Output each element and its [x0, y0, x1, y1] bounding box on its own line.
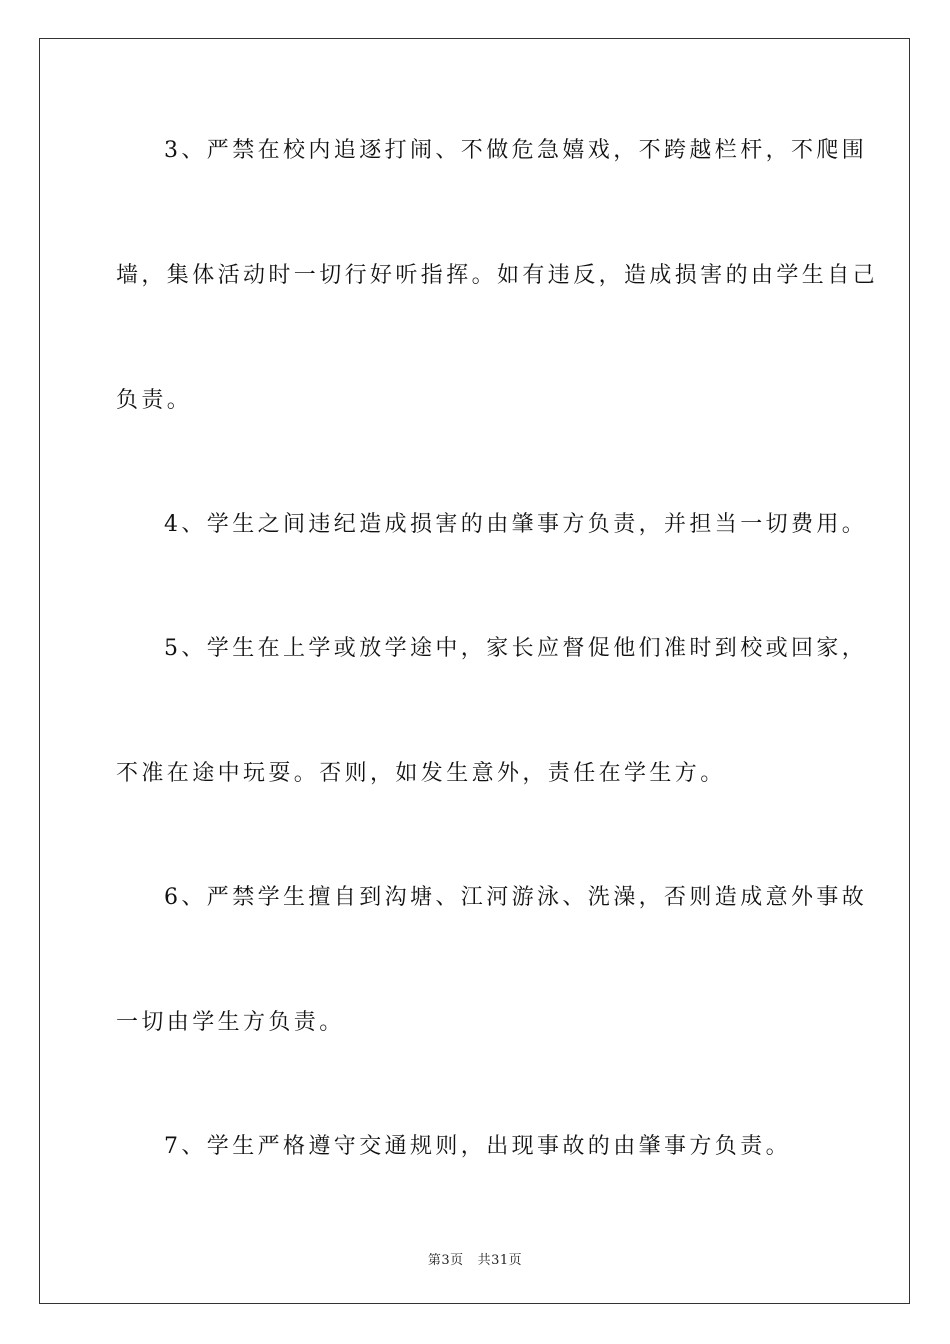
paragraph-3-line-3: 负责。: [116, 388, 193, 413]
paragraph-3-line-1: 3、严禁在校内追逐打闹、不做危急嬉戏，不跨越栏杆，不爬围: [164, 138, 868, 163]
paragraph-6-line-2: 一切由学生方负责。: [116, 1010, 345, 1035]
paragraph-7-line-1: 7、学生严格遵守交通规则，出现事故的由肇事方负责。: [164, 1134, 791, 1159]
paragraph-5-line-1: 5、学生在上学或放学途中，家长应督促他们准时到校或回家，: [164, 636, 868, 661]
page-footer: [0, 1249, 950, 1268]
paragraph-5-line-2: 不准在途中玩耍。否则，如发生意外，责任在学生方。: [116, 761, 726, 786]
paragraph-6-line-1: 6、严禁学生擅自到沟塘、江河游泳、洗澡，否则造成意外事故: [164, 885, 868, 910]
paragraph-4-line-1: 4、学生之间违纪造成损害的由肇事方负责，并担当一切费用。: [164, 512, 868, 537]
paragraph-3-line-2: 墙，集体活动时一切行好听指挥。如有违反，造成损害的由学生自己: [116, 263, 879, 288]
page-number: 第3页: [427, 1253, 464, 1268]
page-frame: [39, 38, 910, 1304]
total-pages: 共31页: [477, 1253, 523, 1268]
